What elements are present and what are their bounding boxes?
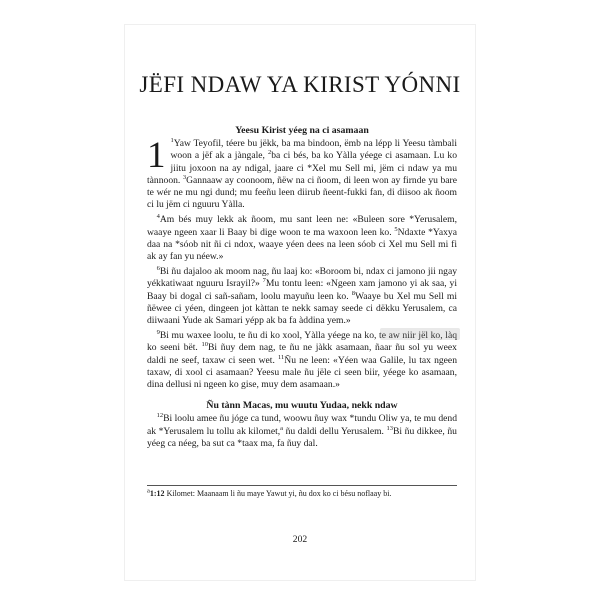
section-heading-matthias: Ñu tànn Macas, mu wuutu Yudaa, nekk ndaw (206, 400, 398, 412)
verse-number: 11 (278, 353, 285, 361)
verse-text: Bi ñuy dem nag, te ñu ne jàkk asamaan, ñaar ñu sol yu weex daldi ne seef, taxaw ci seen wet. (147, 342, 457, 366)
book-title: JËFI NDAW YA KIRIST YÓNNI (139, 72, 461, 97)
verse-text: Ndaxte *Yaxya daa na *sóob nit ñi ci ndox, waaye yéen dees na leen sóob ci Xel mu Sell mi fi ak ay fan yu néew.» (147, 226, 457, 263)
verse-text: Ñu ne leen: «Yéen waa Galile, lu tax ngeen taxaw, di xool ci asamaan? Yeesu male ñu jële ci seen biir, yéege ko asamaan, dina dellusi ni ngeen ko gise, muy dem asamaan.» (147, 354, 457, 391)
verse-number: 5 (394, 225, 398, 233)
page-number: 202 (292, 534, 308, 545)
verse-number: 8 (351, 289, 355, 297)
verse-text: ñu daldi dellu Yerusalem. (285, 425, 384, 437)
paragraph-1 (147, 135, 457, 211)
footnote-mark: a (147, 487, 150, 495)
footnote-divider (147, 485, 457, 486)
verse-number: 4 (156, 213, 160, 221)
verse-text: Mu tontu leen: «Ngeen xam jamono yi ak saa, yi Baay bi dogal ci sañ-sañam, loolu mayuñu leen ko. (147, 278, 457, 302)
verse-number: 13 (386, 424, 394, 432)
main-text (147, 125, 457, 453)
section-heading-ascension: Yeesu Kirist yéeg na ci asamaan (235, 125, 369, 136)
verse-number: 12 (156, 412, 164, 420)
verse-number: 3 (182, 173, 187, 181)
verse-text: Waaye bu Xel mu Sell mi ñëwee ci yéen, dingeen jot kàttan te nekk samay seede ci dëkku Yerusalem, ca diiwaani Yude ak Samari yépp ak ba fa àddina yem.» (147, 290, 458, 327)
verse-text: Bi ñu dikkee, ñu yéeg ca néeg, ba sut ca *taax ma, fa ñuy dal. (147, 425, 457, 449)
verse-text: Yaw Teyofil, téere bu jëkk, ba ma bindoon, ëmb na lépp li Yeesu tàmbali woon a jëf ak a jàngale, (170, 138, 457, 162)
verse-number: 2 (267, 149, 272, 157)
paragraph-5 (147, 413, 457, 450)
book-page (125, 25, 475, 580)
verse-text: ba ci bés, ba ko Yàlla yéege ci asamaan. Lu ko jiitu joxoon na ay ndigal, jaare ci *Xel mu Sell mi, jëm ci ndaw ya mu tànnoon. (147, 150, 457, 186)
verse-text: Am bés muy lekk ak ñoom, mu sant leen ne: «Buleen sore *Yerusalem, waaye ngeen xaar li Baay bi dige woon te ma waxoon leen ko. (147, 214, 457, 238)
paragraph-2 (147, 214, 457, 263)
verse-text: Bi mu waxee loolu, te ñu di ko xool, Yàlla yéege na ko, te aw niir jël ko, làq ko seeni bët. (147, 330, 457, 354)
footnote-reference: 1:12 (149, 489, 165, 498)
paragraph-3 (147, 266, 457, 327)
chapter-number: 1 (147, 135, 166, 177)
verse-number: 1 (170, 137, 174, 145)
verse-number: 10 (201, 341, 209, 349)
verse-text: Gannaaw ay coonoom, ñëw na ci ñoom, di leen won ay firnde yu bare te wér ne mu ngi dund; mu feeñu leen diirub ñeent-fukki fan, di diisoo ak ñoom ci lu jëm ci nguuru Yàlla. (147, 174, 457, 211)
footnote (147, 489, 457, 499)
verse-number: 9 (156, 329, 160, 337)
verse-text: Bi ñu dajaloo ak moom nag, ñu laaj ko: «Boroom bi, ndax ci jamono jii ngay yékkatiwaat nguuru Israyil?» (147, 266, 457, 290)
paragraph-4 (147, 330, 457, 391)
verse-number: 7 (262, 277, 266, 285)
footnote-marker[interactable]: a (280, 424, 284, 432)
verse-text: Bi loolu amee ñu jóge ca tund, woowu ñuy wax *tundu Oliw ya, te mu dend ak *Yerusalem lu tollu ak kilomet, (147, 413, 457, 437)
verse-number: 6 (156, 265, 160, 273)
footnote-text: Kilomet: Maanaam li ñu maye Yawut yi, ñu dox ko ci bésu noflaay bi. (166, 489, 392, 498)
